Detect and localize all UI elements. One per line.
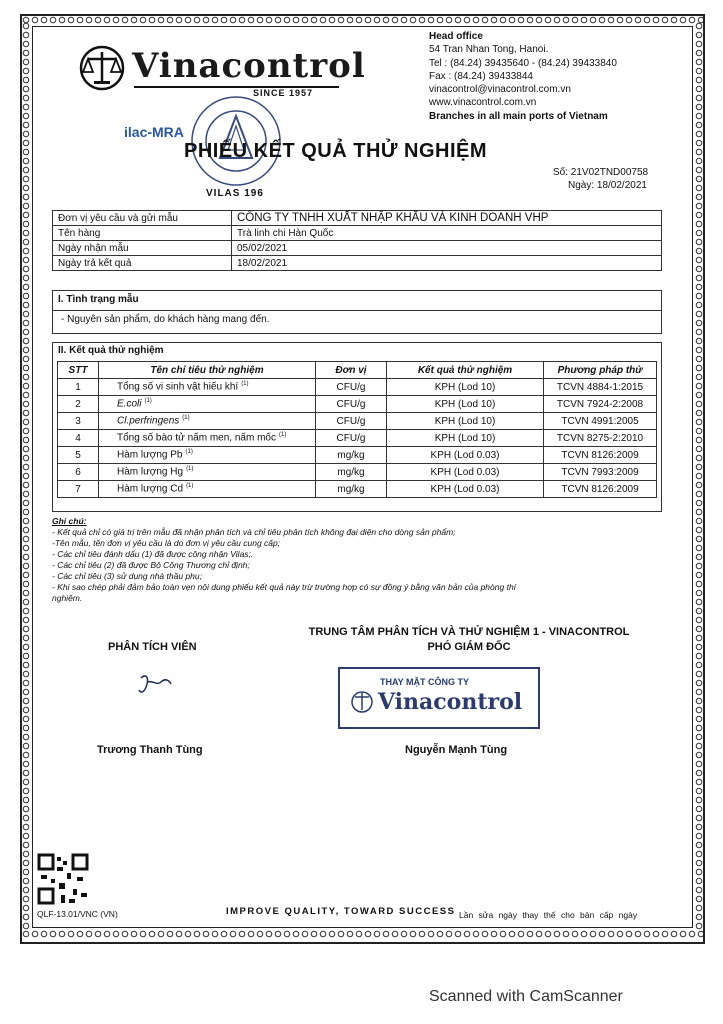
row-method-cell <box>544 464 657 481</box>
row-test-name-cell <box>99 396 316 413</box>
brand-since: SINCE 1957 <box>253 88 314 98</box>
row-stt-cell <box>58 464 99 481</box>
row-stt: 7 <box>75 483 81 495</box>
row-unit: mg/kg <box>337 449 365 461</box>
document-date: Ngày: 18/02/2021 <box>568 180 647 191</box>
head-office-title: Head office <box>429 31 483 42</box>
row-stt-cell <box>58 396 99 413</box>
results-row <box>58 379 657 396</box>
scales-icon <box>78 44 126 92</box>
column-header: STT <box>58 362 99 379</box>
row-method: TCVN 8126:2009 <box>561 449 639 461</box>
analyst-name: Trương Thanh Tùng <box>97 744 203 756</box>
results-row <box>58 396 657 413</box>
row-method: TCVN 7924-2:2008 <box>556 398 644 410</box>
column-header: Đơn vị <box>316 362 387 379</box>
footer-motto: IMPROVE QUALITY, TOWARD SUCCESS <box>226 906 456 917</box>
note-line: -Tên mẫu, tên đơn vị yêu cầu là do đơn vị yêu cầu cung cấp; <box>52 538 281 548</box>
note-line: - Các chỉ tiêu đánh dấu (1) đã được công nhận Vilas;. <box>52 549 254 559</box>
row-method: TCVN 8275-2:2010 <box>556 432 644 444</box>
note-line: - Các chỉ tiêu (2) đã được Bộ Công Thương chỉ định; <box>52 560 250 570</box>
row-result-cell <box>387 481 544 498</box>
notes-title: Ghi chú: <box>52 516 87 526</box>
row-test-name: Hàm lượng Pb <box>117 449 183 461</box>
row-unit: mg/kg <box>337 466 365 478</box>
row-test-name: Hàm lượng Hg <box>117 466 184 478</box>
row-test-name: Hàm lượng Cd <box>117 483 184 495</box>
row-test-name: E.coli <box>117 398 142 410</box>
column-header: Tên chỉ tiêu thử nghiệm <box>99 362 316 379</box>
row-result: KPH (Lod 10) <box>434 381 496 393</box>
section-heading: II. Kết quả thử nghiệm <box>58 345 164 356</box>
info-row <box>53 256 662 271</box>
row-stt-cell <box>58 481 99 498</box>
column-header: Phương pháp thử <box>544 362 657 379</box>
row-stt-cell <box>58 430 99 447</box>
accreditation-marker: (1) <box>182 415 190 422</box>
info-label: Đơn vị yêu cầu và gửi mẫu <box>53 211 232 226</box>
ilac-text: ilac-MRA <box>124 124 184 140</box>
row-result: KPH (Lod 10) <box>434 398 496 410</box>
stamp-scales-icon <box>350 689 374 715</box>
column-header: Kết quả thử nghiệm <box>387 362 544 379</box>
row-method: TCVN 4884-1:2015 <box>556 381 644 393</box>
stamp-top-text: THAY MẶT CÔNG TY <box>380 677 470 687</box>
row-result: KPH (Lod 0.03) <box>430 483 500 495</box>
decorative-border-right <box>695 22 703 930</box>
info-value: 18/02/2021 <box>232 256 662 271</box>
row-test-name-cell <box>99 464 316 481</box>
decorative-border-top <box>22 16 703 24</box>
row-result-cell <box>387 413 544 430</box>
info-row <box>53 211 662 226</box>
row-stt-cell <box>58 447 99 464</box>
section-content: - Nguyên sản phẩm, do khách hàng mang đến. <box>61 314 270 325</box>
row-result-cell <box>387 447 544 464</box>
head-office-tel: Tel : (84.24) 39435640 - (84.24) 39433840 <box>429 57 617 69</box>
row-test-name-cell <box>99 413 316 430</box>
row-method-cell <box>544 379 657 396</box>
brand-name: Vinacontrol <box>132 46 366 86</box>
row-method-cell <box>544 430 657 447</box>
results-row <box>58 464 657 481</box>
results-table <box>57 361 657 498</box>
row-unit-cell <box>316 430 387 447</box>
row-method-cell <box>544 413 657 430</box>
results-row <box>58 447 657 464</box>
decorative-border-bottom <box>22 930 703 938</box>
row-test-name-cell <box>99 481 316 498</box>
row-stt: 4 <box>75 432 81 444</box>
stamp-brand-name: Vinacontrol <box>378 689 523 715</box>
row-unit-cell <box>316 413 387 430</box>
deputy-director-title: PHÓ GIÁM ĐỐC <box>427 641 511 653</box>
footer-revision: Lần sửa ngày thay thế cho bản cấp ngày <box>459 910 638 920</box>
row-unit-cell <box>316 396 387 413</box>
analyst-title: PHÂN TÍCH VIÊN <box>108 641 197 653</box>
note-line: - Khi sao chép phải đảm bảo toàn vẹn nội dung phiếu kết quả này trừ trường hợp có sự đồng ý bằng văn bản của phòng thí <box>52 582 517 592</box>
row-stt: 2 <box>75 398 81 410</box>
info-value: Trà linh chi Hàn Quốc <box>232 226 662 241</box>
results-row <box>58 481 657 498</box>
document-title: PHIẾU KẾT QUẢ THỬ NGHIỆM <box>184 140 488 162</box>
note-line: - Các chỉ tiêu (3) sử dụng nhà thầu phụ; <box>52 571 202 581</box>
row-unit-cell <box>316 464 387 481</box>
row-method-cell <box>544 481 657 498</box>
results-body <box>58 379 657 498</box>
head-office-web: www.vinacontrol.com.vn <box>429 97 537 109</box>
row-unit-cell <box>316 379 387 396</box>
note-line: - Kết quả chỉ có giá trị trên mẫu đã nhận phân tích và chỉ tiêu phân tích không đại diện cho dòng sản phẩm; <box>52 527 456 537</box>
results-row <box>58 413 657 430</box>
company-stamp <box>338 667 540 729</box>
sample-info-table <box>52 210 662 271</box>
info-label: Ngày nhận mẫu <box>53 241 232 256</box>
accreditation-marker: (1) <box>186 466 194 473</box>
row-unit: CFU/g <box>336 432 366 444</box>
info-value: 05/02/2021 <box>232 241 662 256</box>
row-method: TCVN 7993:2009 <box>561 466 639 478</box>
row-method-cell <box>544 447 657 464</box>
accreditation-marker: (1) <box>186 483 194 490</box>
notes-block <box>52 516 672 604</box>
accreditation-marker: (1) <box>241 381 249 388</box>
row-result: KPH (Lod 0.03) <box>430 466 500 478</box>
row-test-name-cell <box>99 379 316 396</box>
brand-logo <box>78 44 366 100</box>
row-test-name: Tổng số bào tử nấm men, nấm mốc <box>117 432 276 444</box>
note-line: nghiệm. <box>52 593 83 603</box>
row-test-name-cell <box>99 447 316 464</box>
head-office-email: vinacontrol@vinacontrol.com.vn <box>429 84 571 96</box>
row-method: TCVN 4991:2005 <box>561 415 639 427</box>
accreditation-marker: (1) <box>279 432 287 439</box>
section-heading: I. Tình trạng mẫu <box>53 291 661 311</box>
results-row <box>58 430 657 447</box>
row-method: TCVN 8126:2009 <box>561 483 639 495</box>
deputy-director-name: Nguyễn Mạnh Tùng <box>405 744 508 756</box>
row-unit-cell <box>316 447 387 464</box>
info-value: CÔNG TY TNHH XUẤT NHẬP KHẨU VÀ KINH DOANH VHP <box>232 211 662 226</box>
head-office-block <box>429 30 689 123</box>
results-header-row <box>58 362 657 379</box>
row-stt: 5 <box>75 449 81 461</box>
accreditation-marker: (1) <box>185 449 193 456</box>
info-row <box>53 241 662 256</box>
row-result-cell <box>387 464 544 481</box>
row-test-name: Tổng số vi sinh vật hiếu khí <box>117 381 239 393</box>
center-title: TRUNG TÂM PHÂN TÍCH VÀ THỬ NGHIỆM 1 - VINACONTROL <box>308 626 630 638</box>
row-unit: CFU/g <box>336 398 366 410</box>
accreditation-marker: (1) <box>144 398 152 405</box>
row-result-cell <box>387 379 544 396</box>
form-code: QLF-13.01/VNC (VN) <box>37 909 118 919</box>
scanner-watermark: Scanned with CamScanner <box>429 988 623 1005</box>
row-stt: 1 <box>75 381 81 393</box>
row-test-name: Cl.perfringens <box>117 415 180 427</box>
row-result-cell <box>387 396 544 413</box>
info-label: Tên hàng <box>53 226 232 241</box>
row-unit: CFU/g <box>336 415 366 427</box>
sample-condition-section <box>52 290 662 334</box>
info-label: Ngày trả kết quả <box>53 256 232 271</box>
row-method-cell <box>544 396 657 413</box>
row-unit-cell <box>316 481 387 498</box>
row-result: KPH (Lod 10) <box>434 432 496 444</box>
row-stt: 3 <box>75 415 81 427</box>
row-result: KPH (Lod 10) <box>434 415 496 427</box>
row-unit: mg/kg <box>337 483 365 495</box>
row-stt-cell <box>58 413 99 430</box>
test-results-section <box>52 342 662 512</box>
row-result-cell <box>387 430 544 447</box>
vilas-number: VILAS 196 <box>206 188 264 199</box>
row-test-name-cell <box>99 430 316 447</box>
head-office-branches: Branches in all main ports of Vietnam <box>429 110 608 122</box>
row-stt-cell <box>58 379 99 396</box>
decorative-border-left <box>22 22 30 930</box>
ilac-mra-logo <box>124 118 186 170</box>
info-row <box>53 226 662 241</box>
qr-code-icon <box>37 853 89 905</box>
head-office-fax: Fax : (84.24) 39433844 <box>429 70 533 82</box>
analyst-signature-icon <box>135 670 175 700</box>
row-stt: 6 <box>75 466 81 478</box>
row-unit: CFU/g <box>336 381 366 393</box>
head-office-address: 54 Tran Nhan Tong, Hanoi. <box>429 44 549 56</box>
row-result: KPH (Lod 0.03) <box>430 449 500 461</box>
document-number: Số: 21V02TND00758 <box>553 167 649 178</box>
